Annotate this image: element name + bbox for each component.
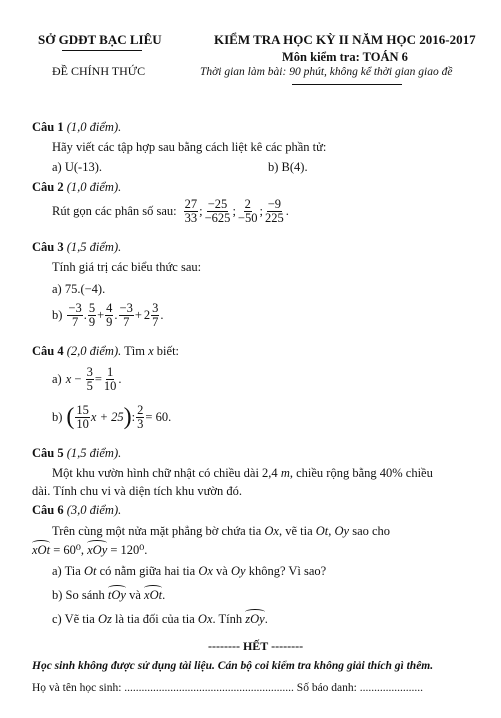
fraction-1: $\frac{27}{33}$ bbox=[184, 197, 198, 226]
exam-title: KIỂM TRA HỌC KỲ II NĂM HỌC 2016-2017 bbox=[214, 32, 476, 47]
question-6-a: a) Tia Ot có nằm giữa hai tia Ox và Oy không? Vì sao? bbox=[52, 564, 327, 578]
time-note: Thời gian làm bài: 90 phút, không kể thời gian giao đề bbox=[200, 66, 453, 78]
question-6-b: b) So sánh tOy và xOt. bbox=[52, 588, 166, 602]
student-info-line: Họ và tên học sinh: ........................................................... Số báo danh: ...................... bbox=[32, 682, 423, 694]
question-2-body: Rút gọn các phân số sau: $\frac{27}{33}$ ; $\frac{-25}{-625}$ ; $\frac{2}{-50}$ ; $\frac{-9}{225}$ . bbox=[52, 197, 289, 226]
question-6-heading: Câu 6 (3,0 điểm). bbox=[32, 503, 122, 517]
question-6-line-2: xOt = 60⁰, xOy = 120⁰. bbox=[32, 543, 148, 557]
department-name: SỞ GDĐT BẠC LIÊU bbox=[38, 32, 162, 47]
question-5-heading: Câu 5 (1,5 điểm). bbox=[32, 446, 122, 460]
question-6-line-1: Trên cùng một nửa mặt phẳng bờ chứa tia Ox, vẽ tia Ot, Oy sao cho bbox=[52, 524, 391, 538]
question-5-line-2: dài. Tính chu vi và diện tích khu vườn đó. bbox=[32, 484, 242, 498]
question-3-b: b) $\frac{-3}{7}$ . $\frac{5}{9}$ + $\frac{4}{9}$ . $\frac{-3}{7}$ + 2 $\frac{3}{7}$ . bbox=[52, 301, 164, 330]
footer-note: Học sinh không được sử dụng tài liệu. Cán bộ coi kiểm tra không giải thích gì thêm. bbox=[32, 660, 434, 672]
question-4-heading: Câu 4 (2,0 điểm). Tìm x biết: bbox=[32, 344, 180, 358]
official-label: ĐỀ CHÍNH THỨC bbox=[52, 64, 146, 78]
fraction-3: $\frac{2}{-50}$ bbox=[237, 197, 258, 226]
end-marker: -------- HẾT -------- bbox=[208, 639, 304, 653]
question-1-a: a) U(-13). bbox=[52, 160, 102, 174]
question-3-a: a) 75.(−4). bbox=[52, 282, 106, 296]
question-5-line-1: Một khu vườn hình chữ nhật có chiều dài 2,4 m, chiều rộng bằng 40% chiều bbox=[52, 466, 433, 480]
question-1-b: b) B(4). bbox=[268, 160, 308, 174]
header-underline-right bbox=[292, 84, 402, 85]
question-1-text: Hãy viết các tập hợp sau bằng cách liệt kê các phần tử: bbox=[52, 140, 327, 154]
subject-title: Môn kiểm tra: TOÁN 6 bbox=[282, 50, 408, 64]
question-4-b: b) ( $\frac{15}{10}$ x + 25 ) : $\frac{2}{3}$ = 60. bbox=[52, 403, 172, 432]
fraction-2: $\frac{-25}{-625}$ bbox=[204, 197, 231, 226]
question-6-c: c) Vẽ tia Oz là tia đối của tia Ox. Tính zOy. bbox=[52, 612, 268, 626]
question-3-text: Tính giá trị các biểu thức sau: bbox=[52, 260, 202, 274]
fraction-4: $\frac{-9}{225}$ bbox=[264, 197, 284, 226]
header-underline-left bbox=[62, 50, 142, 51]
question-4-a: a) x − $\frac{3}{5}$ = $\frac{1}{10}$ . bbox=[52, 365, 122, 394]
question-1-heading: Câu 1 (1,0 điểm). bbox=[32, 120, 122, 134]
question-3-heading: Câu 3 (1,5 điểm). bbox=[32, 240, 122, 254]
question-2-heading: Câu 2 (1,0 điểm). bbox=[32, 180, 122, 194]
